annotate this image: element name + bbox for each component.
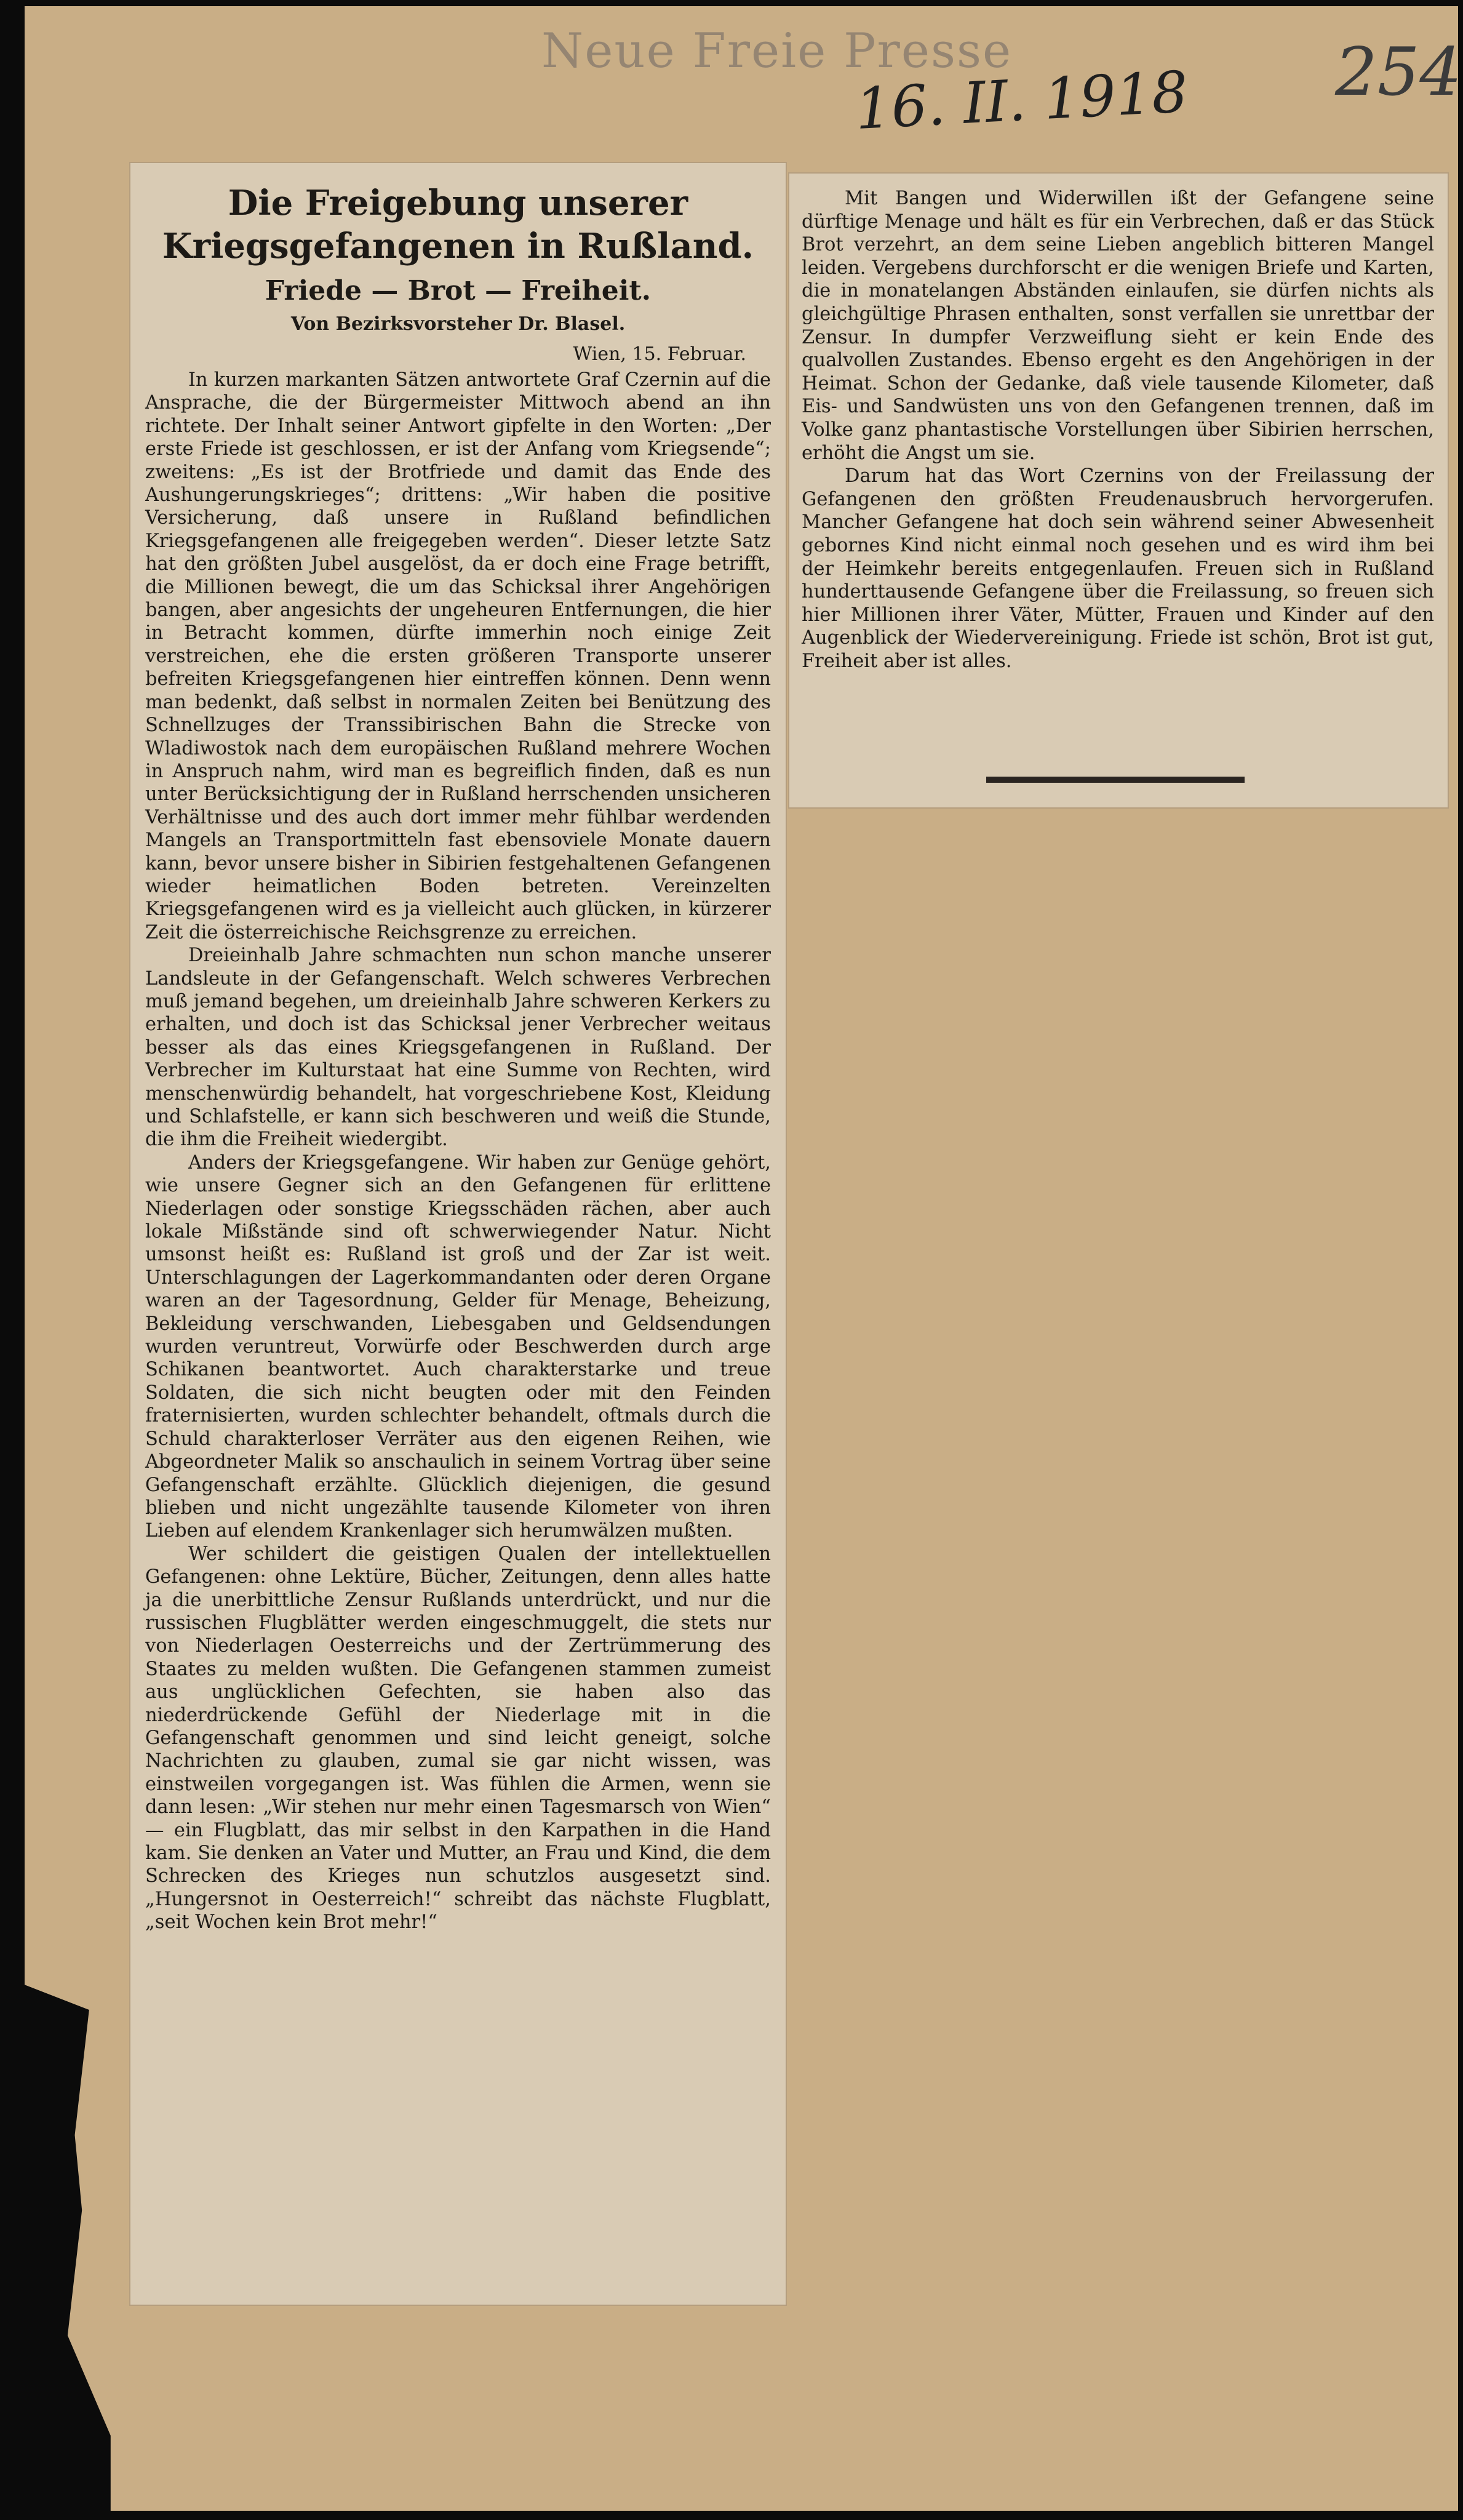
clipping-right-column: [789, 174, 1448, 807]
handwritten-date: 16. II. 1918: [853, 58, 1190, 143]
end-rule-divider: [986, 777, 1245, 783]
newspaper-stamp: Neue Freie Presse: [541, 23, 1013, 79]
clipping-left-column: [130, 163, 786, 2305]
paragraph: Dreieinhalb Jahre schmachten nun schon manche unserer Landsleute in der Gefangenschaft. Welch schweres Verbrechen muß jemand begehen, um dreieinhalb Jahre schweren Kerkers zu erhalten, und doch ist das Schicksal jener Verbrecher weitaus besser als das eines Kriegsgefangenen in Rußland. Der Verbrecher im Kulturstaat hat eine Summe von Rechten, wird menschenwürdig behandelt, hat vorgeschriebene Kost, Kleidung und Schlafstelle, er kann sich beschweren und weiß die Stunde, die ihm die Freiheit wiedergibt.: [145, 945, 771, 1151]
article-subtitle: Friede — Brot — Freiheit.: [265, 275, 652, 306]
page-number: 254: [1335, 34, 1462, 111]
article-byline: Von Bezirksvorsteher Dr. Blasel.: [290, 313, 626, 335]
paragraph: Anders der Kriegsgefangene. Wir haben zur Genüge gehört, wie unsere Gegner sich an den Gefangenen für erlittene Niederlagen oder sonstige Kriegsschäden rächen, aber auch lokale Mißstände sind oft schwerwiegender Natur. Nicht umsonst heißt es: Rußland ist groß und der Zar ist weit. Unterschlagungen der Lagerkommandanten oder deren Organe waren an der Tagesordnung, Gelder für Menage, Beheizung, Bekleidung verschwanden, Liebesgaben und Geldsendungen wurden veruntreut, Vorwürfe oder Beschwerden durch arge Schikanen beantwortet. Auch charakterstarke und treue Soldaten, die sich nicht beugten oder mit den Feinden fraternisierten, wurden schlechter behandelt, oftmals durch die Schuld charakterloser Verräter aus den eigenen Reihen, wie Abgeordneter Malik so anschaulich in seinem Vortrag über seine Gefangenschaft erzählte. Glücklich diejenigen, die gesund blieben und nicht ungezählte tausende Kilometer von ihren Lieben auf elendem Krankenlager sich herumwälzen mußten.: [145, 1151, 771, 1542]
paragraph: Wer schildert die geistigen Qualen der intellektuellen Gefangenen: ohne Lektüre, Bücher, Zeitungen, denn alles hatte ja die unerbittliche Zensur Rußlands unterdrückt, und nur die russischen Flugblätter werden eingeschmuggelt, die stets nur von Niederlagen Oesterreichs und der Zertrümmerung des Staates zu melden wußten. Die Gefangenen stammen zumeist aus unglücklichen Gefechten, sie haben also das niederdrückende Gefühl der Niederlage mit in die Gefangenschaft genommen und sind leicht geneigt, solche Nachrichten zu glauben, zumal sie gar nicht wissen, was einstweilen vorgegangen ist. Was fühlen die Armen, wenn sie dann lesen: „Wir stehen nur mehr einen Tagesmarsch von Wien“ — ein Flugblatt, das mir selbst in den Karpathen in die Hand kam. Sie denken an Vater und Mutter, an Frau und Kind, die dem Schrecken des Krieges nun schutzlos ausgesetzt sind. „Hungersnot in Oesterreich!“ schreibt das nächste Flugblatt, „seit Wochen kein Brot mehr!“: [145, 1543, 771, 1934]
paragraph: Darum hat das Wort Czernins von der Freilassung der Gefangenen den größten Freudenausbruch hervorgerufen. Mancher Gefangene hat doch sein während seiner Abwesenheit gebornes Kind nicht einmal noch gesehen und es wird ihm bei der Heimkehr bereits entgegenlaufen. Freuen sich in Rußland hunderttausende Gefangene über die Freilassung, so freuen sich hier Millionen ihrer Väter, Mütter, Frauen und Kinder auf den Augenblick der Wiedervereinigung. Friede ist schön, Brot ist gut, Freiheit aber ist alles.: [802, 465, 1434, 672]
article-dateline: Wien, 15. Februar.: [573, 343, 746, 365]
paragraph: In kurzen markanten Sätzen antwortete Graf Czernin auf die Ansprache, die der Bürgermeister Mittwoch abend an ihn richtete. Der Inhalt seiner Antwort gipfelte in den Worten: „Der erste Friede ist geschlossen, er ist der Anfang vom Kriegsende“; zweitens: „Es ist der Brotfriede und damit das Ende des Aushungerungskrieges“; drittens: „Wir haben die positive Versicherung, daß unsere in Rußland befindlichen Kriegsgefangenen alle freigegeben werden“. Dieser letzte Satz hat den größten Jubel ausgelöst, da er doch eine Frage betrifft, die Millionen bewegt, die um das Schicksal ihrer Angehörigen bangen, aber angesichts der ungeheuren Entfernungen, die hier in Betracht kommen, dürfte immerhin noch einige Zeit verstreichen, ehe die ersten größeren Transporte unserer befreiten Kriegsgefangenen hier eintreffen können. Denn wenn man bedenkt, daß selbst in normalen Zeiten bei Benützung des Schnellzuges der Transsibirischen Bahn die Strecke von Wladiwostok nach dem europäischen Rußland mehrere Wochen in Anspruch nahm, wird man es begreiflich finden, daß es nun unter Berücksichtigung der in Rußland herrschenden unsicheren Verhältnisse und des auch dort immer mehr fühlbar werdenden Mangels an Transportmitteln fast ebensoviele Monate dauern kann, bevor unsere bisher in Sibirien festgehaltenen Gefangenen wieder heimatlichen Boden betreten. Vereinzelten Kriegsgefangenen wird es ja vielleicht auch glücken, in kürzerer Zeit die österreichische Reichsgrenze zu erreichen.: [145, 369, 771, 943]
article-title: Die Freigebung unserer Kriegsgefangenen in Rußland.: [162, 183, 754, 266]
left-column-body: [145, 369, 771, 1934]
paragraph: Mit Bangen und Widerwillen ißt der Gefangene seine dürftige Menage und hält es für ein Verbrechen, daß er das Stück Brot verzehrt, an dem seine Lieben angeblich bitteren Mangel leiden. Vergebens durchforscht er die wenigen Briefe und Karten, die in monatelangen Abständen einlaufen, sie dürfen nichts als gleichgültige Phrasen enthalten, sonst verfallen sie unrettbar der Zensur. In dumpfer Verzweiflung sieht er kein Ende des qualvollen Zustandes. Ebenso ergeht es den Angehörigen in der Heimat. Schon der Gedanke, daß viele tausende Kilometer, daß Eis- und Sandwüsten uns von den Gefangenen trennen, daß im Volke ganz phantastische Vorstellungen über Sibirien herrschen, erhöht die Angst um sie.: [802, 188, 1434, 464]
right-column-body: [802, 187, 1434, 673]
